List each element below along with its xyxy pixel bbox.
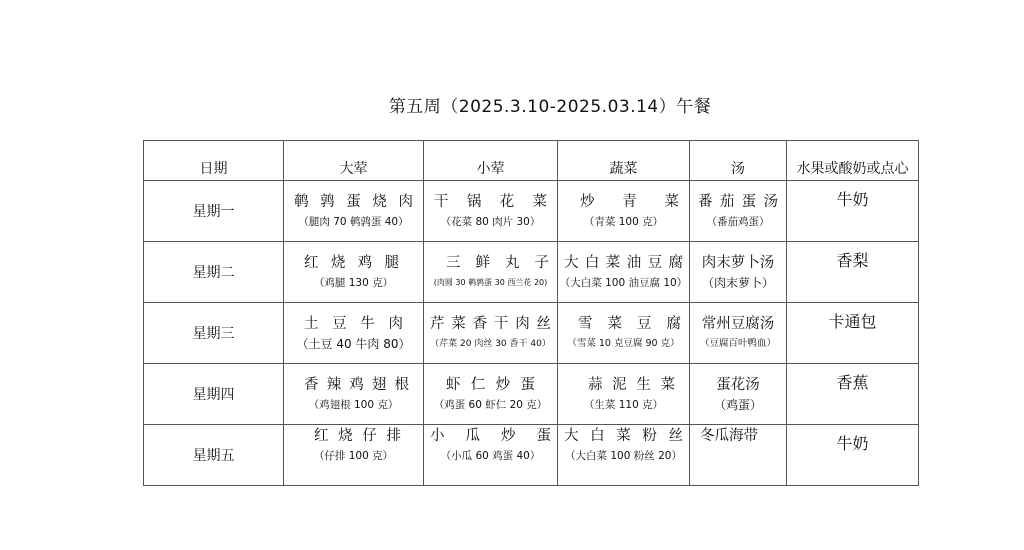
dish-ingredients: （花菜 80 肉片 30） (440, 215, 541, 228)
big-meat-cell (284, 242, 424, 303)
big-meat-cell (284, 364, 424, 425)
dish-name: 鹌鹑蛋烧肉 (294, 193, 413, 210)
dish-name: 蒜泥生菜 (588, 376, 675, 393)
dessert-cell: 卡通包 (787, 303, 919, 364)
vegetable-cell (558, 303, 690, 364)
dish-ingredients: (肉圆 30 鹌鹑蛋 30 西兰花 20) (433, 277, 548, 287)
page-title: 第五周（2025.3.10-2025.03.14）午餐 (388, 97, 712, 117)
dish-name: 番茄蛋汤 (698, 193, 778, 210)
dish-ingredients: （鸡腿 130 克） (313, 276, 394, 289)
dish-name: 雪菜豆腐 (578, 315, 681, 332)
day-cell: 星期一 (144, 181, 284, 242)
day-cell: 星期二 (144, 242, 284, 303)
day-cell: 星期四 (144, 364, 284, 425)
header-small-meat: 小荤 (424, 141, 558, 181)
small-meat-cell (424, 425, 558, 486)
soup-cell (690, 242, 787, 303)
dish-ingredients: （大白菜 100 油豆腐 10） (559, 276, 688, 289)
dish-name: 干锅花菜 (434, 193, 547, 210)
dish-ingredients: （小瓜 60 鸡蛋 40） (440, 450, 541, 462)
dish-name: 虾仁炒蛋 (446, 376, 535, 393)
day-cell: 星期三 (144, 303, 284, 364)
dish-ingredients: （豆腐百叶鸭血） (699, 337, 776, 349)
dish-name: 炒青菜 (580, 193, 679, 210)
dish-ingredients: （大白菜 100 粉丝 20） (565, 450, 682, 462)
dish-name: 蛋花汤 (716, 376, 760, 393)
dish-ingredients: （腿肉 70 鹌鹑蛋 40） (298, 215, 409, 228)
table-row (144, 303, 919, 364)
dish-name: 三鲜丸子 (446, 254, 549, 271)
dish-name: 红烧仔排 (314, 428, 401, 444)
dish-name: 大白菜油豆腐 (564, 254, 683, 271)
soup-cell (690, 425, 787, 486)
dessert-cell: 香梨 (787, 242, 919, 303)
dish-name: 常州豆腐汤 (701, 315, 775, 332)
header-row (144, 141, 919, 181)
dish-ingredients: （鸡翅根 100 克） (308, 398, 399, 411)
dish-ingredients: （鸡蛋） (713, 397, 762, 412)
dish-ingredients: （青菜 100 克） (583, 215, 664, 228)
vegetable-cell (558, 181, 690, 242)
table-row (144, 364, 919, 425)
table-row (144, 242, 919, 303)
dish-name: 红烧鸡腿 (304, 254, 399, 271)
dish-ingredients: （鸡蛋 60 虾仁 20 克） (433, 398, 548, 411)
soup-cell (690, 303, 787, 364)
soup-cell (690, 181, 787, 242)
dish-name: 土豆牛肉 (304, 315, 403, 332)
vegetable-cell (558, 425, 690, 486)
dish-name: 小瓜炒蛋 (430, 428, 551, 444)
dish-ingredients: （番茄鸡蛋） (706, 215, 770, 228)
small-meat-cell (424, 303, 558, 364)
small-meat-cell (424, 242, 558, 303)
dish-name: 肉末萝卜汤 (701, 254, 775, 271)
dish-ingredients: （芹菜 20 肉丝 30 香干 40） (430, 338, 551, 349)
header-big-meat: 大荤 (284, 141, 424, 181)
header-vegetable: 蔬菜 (558, 141, 690, 181)
vegetable-cell (558, 364, 690, 425)
header-dessert: 水果或酸奶或点心 (787, 141, 919, 181)
dish-name: 香辣鸡翅根 (304, 376, 409, 393)
header-date: 日期 (144, 141, 284, 181)
header-soup: 汤 (690, 141, 787, 181)
dessert-cell: 牛奶 (787, 181, 919, 242)
dessert-cell: 香蕉 (787, 364, 919, 425)
dish-name: 冬瓜海带 (700, 428, 758, 444)
dish-ingredients: （雪菜 10 克豆腐 90 克） (567, 337, 680, 349)
dish-name: 芹菜香干肉丝 (430, 315, 551, 332)
dish-name: 大白菜粉丝 (564, 428, 683, 444)
dish-ingredients: （土豆 40 牛肉 80） (296, 336, 411, 351)
small-meat-cell (424, 181, 558, 242)
dish-ingredients: （生菜 110 克） (583, 398, 664, 411)
big-meat-cell (284, 303, 424, 364)
day-cell: 星期五 (144, 425, 284, 486)
table-row (144, 181, 919, 242)
soup-cell (690, 364, 787, 425)
small-meat-cell (424, 364, 558, 425)
dish-ingredients: （肉末萝卜） (701, 275, 774, 290)
lunch-menu-table (143, 140, 919, 486)
dessert-cell: 牛奶 (787, 425, 919, 486)
big-meat-cell (284, 181, 424, 242)
dish-ingredients: （仔排 100 克） (313, 450, 394, 462)
vegetable-cell (558, 242, 690, 303)
table-row (144, 425, 919, 486)
big-meat-cell (284, 425, 424, 486)
